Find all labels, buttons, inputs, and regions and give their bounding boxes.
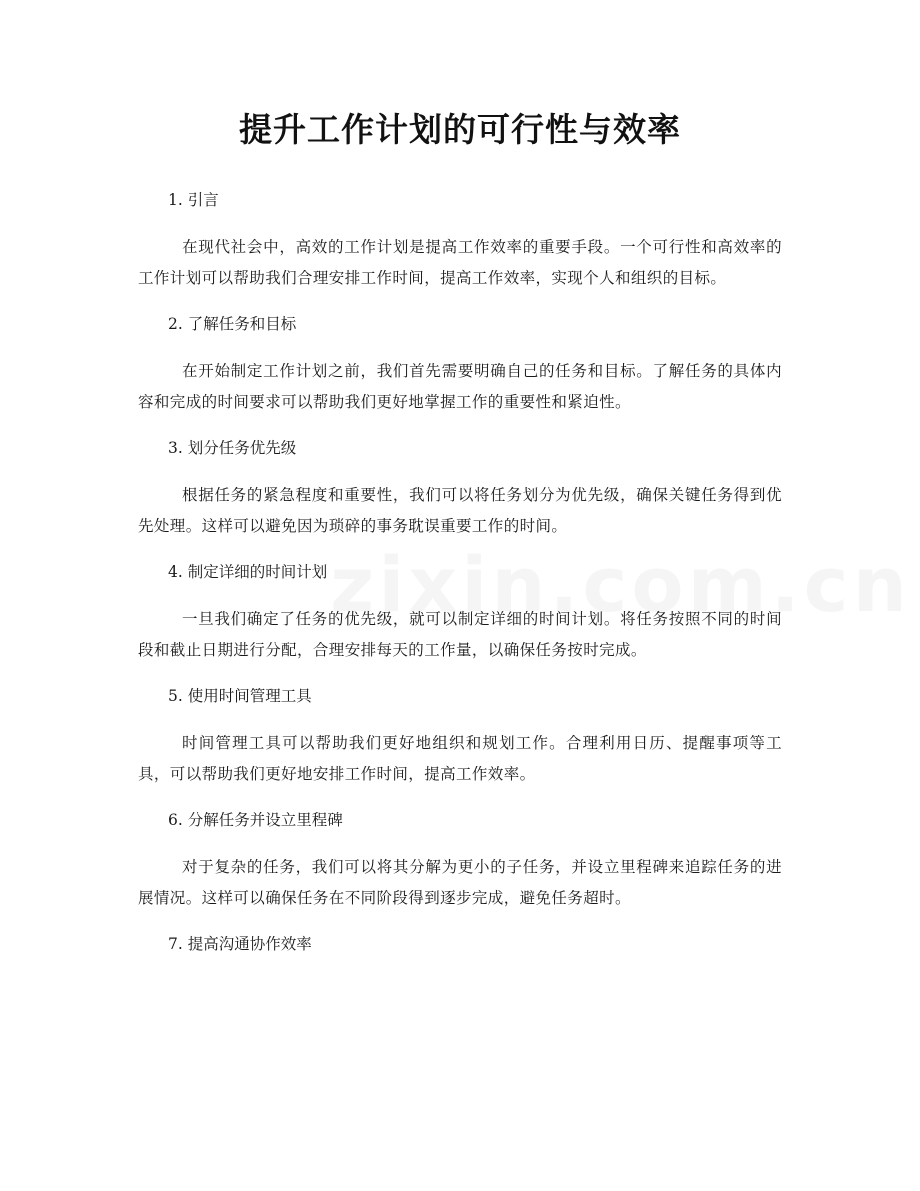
- section-paragraph-3: 根据任务的紧急程度和重要性，我们可以将任务划分为优先级，确保关键任务得到优先处理。这样可以避免因为琐碎的事务耽误重要工作的时间。: [138, 486, 782, 535]
- section-paragraph-2: 在开始制定工作计划之前，我们首先需要明确自己的任务和目标。了解任务的具体内容和完成的时间要求可以帮助我们更好地掌握工作的重要性和紧迫性。: [138, 362, 782, 411]
- page-title: 提升工作计划的可行性与效率: [239, 110, 681, 149]
- section-paragraph-1: 在现代社会中，高效的工作计划是提高工作效率的重要手段。一个可行性和高效率的工作计划可以帮助我们合理安排工作时间，提高工作效率，实现个人和组织的目标。: [138, 238, 782, 287]
- section-heading-2: 2. 了解任务和目标: [168, 315, 297, 333]
- section-heading-3: 3. 划分任务优先级: [168, 439, 297, 457]
- section-heading-4: 4. 制定详细的时间计划: [168, 563, 328, 581]
- section-heading-1: 1. 引言: [168, 191, 219, 209]
- section-heading-5: 5. 使用时间管理工具: [168, 687, 312, 705]
- section-paragraph-5: 时间管理工具可以帮助我们更好地组织和规划工作。合理利用日历、提醒事项等工具，可以帮助我们更好地安排工作时间，提高工作效率。: [138, 734, 782, 783]
- section-heading-7: 7. 提高沟通协作效率: [168, 935, 312, 953]
- section-heading-6: 6. 分解任务并设立里程碑: [168, 811, 343, 829]
- document-body: [138, 185, 782, 976]
- section-paragraph-4: 一旦我们确定了任务的优先级，就可以制定详细的时间计划。将任务按照不同的时间段和截止日期进行分配，合理安排每天的工作量，以确保任务按时完成。: [138, 610, 782, 659]
- section-paragraph-6: 对于复杂的任务，我们可以将其分解为更小的子任务，并设立里程碑来追踪任务的进展情况。这样可以确保任务在不同阶段得到逐步完成，避免任务超时。: [138, 858, 782, 907]
